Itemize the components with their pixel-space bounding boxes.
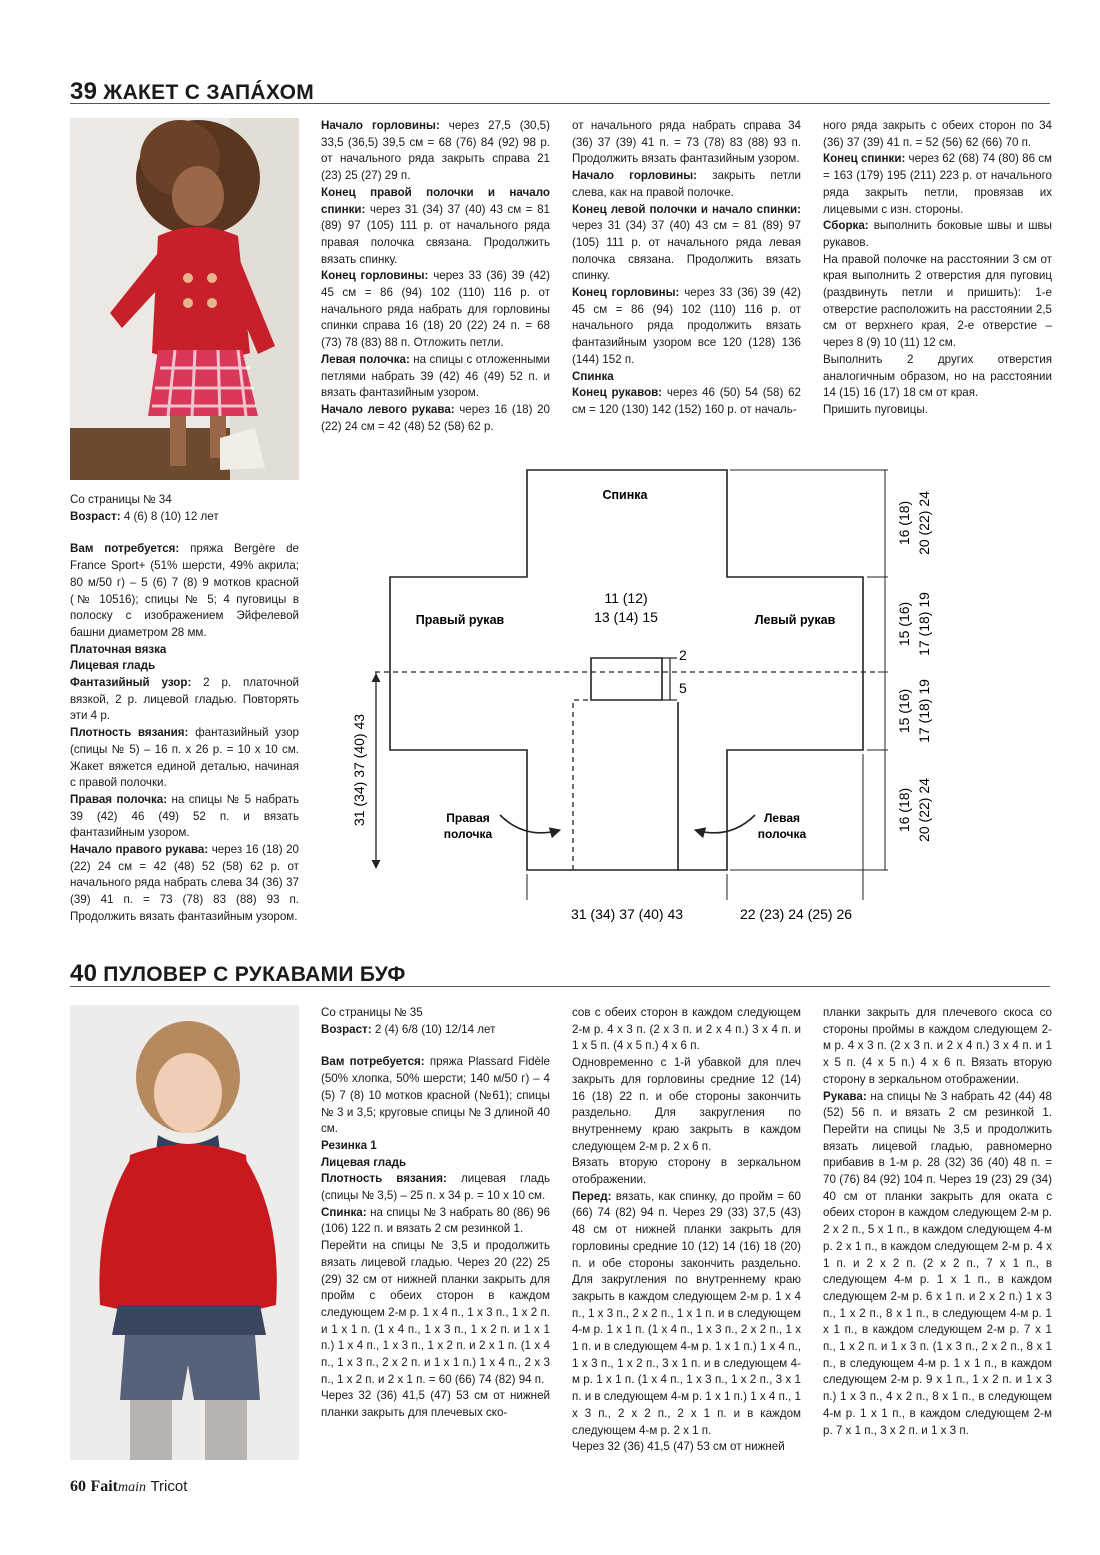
girl-red-pullover-photo: [70, 1005, 299, 1460]
section-title-text: ПУЛОВЕР С РУКАВАМИ БУФ: [103, 963, 406, 986]
paragraph: Конец правой полочки и начало спинки: через 31 (34) 37 (40) 43 см = 81 (89) 97 (105) 111 р. от начального ряда правая полочка связана. Продолжить вязать спинку.: [321, 185, 550, 266]
schematic-diagram: [340, 460, 1080, 930]
label-r-mid-1: 15 (16): [896, 601, 912, 647]
paragraph: Конец спинки: через 62 (68) 74 (80) 86 см = 163 (179) 195 (211) 223 р. от начального ряда закрыть петли, провязав их лицевыми с изн. стороны.: [823, 152, 1052, 216]
label-neck-depth-2: 5: [679, 680, 687, 696]
paragraph: Резинка 1: [321, 1138, 377, 1152]
girl-red-cardigan-photo: [70, 118, 299, 480]
label-left-front-1: Левая: [764, 811, 800, 825]
paragraph: Со страницы № 35: [321, 1006, 423, 1019]
paragraph: планки закрыть для плечевого скоса со стороны проймы в каждом следующем 2-м р. 4 х 3 п. (2 х 3 п. и 2 х 4 п.) 3 х 4 п. и 1 х 5 п. (4 х 5 п.) 4 х 6 п. Вязать вторую сторону в зеркальном отображении.: [823, 1006, 1052, 1086]
paragraph: Плотность вязания: фантазийный узор (спицы № 5) – 16 п. х 26 р. = 10 х 10 см. Жакет вяжется единой деталью, начиная с правой полочки.: [70, 726, 299, 790]
label-neck-width-2: 13 (14) 15: [594, 609, 658, 625]
paragraph: ного ряда закрыть с обеих сторон по 34 (36) 37 (39) 41 п. = 52 (56) 62 (66) 70 п.: [823, 119, 1052, 149]
page-footer: [70, 1478, 187, 1496]
label-r-mid2-2: 17 (18) 19: [916, 679, 932, 743]
neck-outline: [591, 658, 662, 700]
s39-col1: [70, 492, 299, 942]
label-right-front-1: Правая: [446, 811, 490, 825]
paragraph: Пришить пуговицы.: [823, 402, 928, 416]
arrow-left-front: [695, 815, 755, 833]
s39-col4: [823, 118, 1052, 448]
paragraph: Одновременно с 1-й убавкой для плеч закрыть для горловины средние 12 (14) 16 (18) 22 п. и обе стороны закончить раздельно. Для закругления по внутреннему краю закрыть в каждом следующем 2-м р. 2 х 6 п.: [572, 1056, 801, 1153]
paragraph: Платочная вязка: [70, 642, 167, 656]
paragraph: сов с обеих сторон в каждом следующем 2-м р. 4 х 3 п. (2 х 3 п. и 2 х 4 п.) 3 х 4 п. и 1 х 5 п. (4 х 5 п.) 4 х 6 п.: [572, 1006, 801, 1053]
paragraph: Спинка: на спицы № 3 набрать 80 (86) 96 (106) 122 п. и вязать 2 см резинкой 1.: [321, 1205, 550, 1236]
brand-fait: Fait: [90, 1478, 118, 1495]
paragraph: Начало горловины: через 27,5 (30,5) 33,5 (36,5) 39,5 см = 68 (76) 84 (92) 98 р. от начального ряда закрыть справа 21 (23) 25 (27) 29 п.: [321, 119, 550, 183]
paragraph: Фантазийный узор: 2 р. платочной вязкой, 2 р. лицевой гладью. Повторять эти 4 р.: [70, 676, 299, 723]
label-r-bot-1: 16 (18): [896, 787, 912, 833]
paragraph: Лицевая гладь: [321, 1155, 407, 1169]
label-r-top-1: 16 (18): [896, 500, 912, 546]
paragraph: Возраст: 4 (6) 8 (10) 12 лет: [70, 509, 219, 523]
brand-main: main: [118, 1480, 146, 1495]
label-height: 31 (34) 37 (40) 43: [351, 713, 367, 827]
paragraph: Через 32 (36) 41,5 (47) 53 см от нижней: [572, 1440, 785, 1454]
s40-col4: [823, 1005, 1052, 1465]
paragraph: Плотность вязания: лицевая гладь (спицы № 3,5) – 25 п. х 34 р. = 10 х 10 см.: [321, 1172, 550, 1203]
section-40-title: [70, 960, 406, 988]
paragraph: Рукава: на спицы № 3 набрать 42 (44) 48 (52) 56 п. и вязать 2 см резинкой 1. Перейти на спицы № 3,5 и продолжить вязать лицевой гладью, равномерно прибавив в 1-м р. 28 (32) 36 (40) 48 п. = 70 (76) 84 (92) 104 п. Через 19 (23) 29 (34) 40 см от планки закрыть для оката с обеих сторон в каждом следующем 2-м р. 2 х 2 п., 5 х 1 п., в каждом следующем 4-м р. 2 х 1 п., в каждом следующем 2-м р. 4 х 1 п. и 2 х 2 п. (2 х 2 п., 7 х 1 п., в следующем 4-м р. 1 х 1 п., в каждом следующем 2-м р. 6 х 1 п. и 2 х 2 п.) 1 х 3 п., 1 х 2 п., 8 х 1 п., в следующем 4-м р. 1 х 1 п., в каждом следующем 2-м р. 7 х 1 п., 1 х 2 п. и 1 х 3 п. (1 х 3 п., 2 х 2 п., 8 х 1 п., в следующем 4-м р. 1 х 1 п., в каждом следующем 2-м р. 9 х 1 п., 1 х 2 п. и 1 х 3 п.) 1 х 3 п., 4 х 2 п., 8 х 1 п., в следующем 4-м р. 1 х 1 п., в каждом следующем 2-м р. 7 х 1 п., 3 х 2 п. и 1 х 3 п.: [823, 1089, 1052, 1437]
paragraph: Выполнить 2 других отверстия аналогичным образом, но на расстоянии 14 (15) 16 (17) 18 см от края.: [823, 352, 1052, 400]
paragraph: Вам потребуется: пряжа Bergère de France Sport+ (51% шерсти, 49% акрила; 80 м/50 г) – 5 (6) 7 (8) 9 мотков красной (№ 10516); спицы № 5; 4 пуговицы в полоску с изображением Эйфелевой башни диаметром 28 мм.: [70, 542, 299, 639]
paragraph: Перед: вязать, как спинку, до пройм = 60 (66) 74 (82) 94 п. Через 29 (33) 37,5 (43) 48 см от нижней планки закрыть для горловины средние 10 (12) 14 (16) 18 (20) п. и обе стороны закончить раздельно. Для закругления по внутреннему краю закрыть в каждом следующем 2-м р. 1 х 4 п., 1 х 3 п., 2 х 2 п., 1 х 1 п. и в следующем 4-м р. 1 х 1 п. (1 х 4 п., 1 х 3 п., 2 х 2 п., 1 х 1 п. и в следующем 4-м р. 1 х 1 п.) 1 х 4 п., 1 х 3 п., 1 х 2 п., 3 х 1 п. и в следующем 4-м р. 1 х 1 п. (1 х 4 п., 1 х 3 п., 1 х 2 п., 3 х 1 п. и в следующем 4-м р. 1 х 1 п.) 1 х 4 п., 1 х 3 п., 2 х 2 п., 2 х 1 п. и в каждом следующем 4-м р. 2 х 1 п.: [572, 1189, 801, 1437]
section-title-text: ЖАКЕТ С ЗАПÁХОМ: [103, 81, 315, 104]
paragraph: Через 32 (36) 41,5 (47) 53 см от нижней планки закрыть для плечевых ско-: [321, 1389, 550, 1420]
section-39-title: [70, 78, 314, 106]
brand-tricot: Tricot: [150, 1478, 188, 1495]
label-r-bot-2: 20 (22) 24: [916, 778, 932, 842]
label-back: Спинка: [602, 488, 648, 502]
paragraph: Лицевая гладь: [70, 659, 156, 673]
label-left-front-2: полочка: [757, 827, 807, 841]
paragraph: Конец левой полочки и начало спинки: через 31 (34) 37 (40) 43 см = 81 (89) 97 (105) 111 р. от начального ряда левая полочка связана. Продолжить вязать спинку.: [572, 202, 801, 283]
section-number: 40: [70, 960, 98, 987]
label-right-sleeve: Правый рукав: [415, 613, 505, 627]
paragraph: Со страницы № 34: [70, 493, 172, 506]
label-r-mid2-1: 15 (16): [896, 688, 912, 734]
paragraph: Вам потребуется: пряжа Plassard Fidèle (50% хлопка, 50% шерсти; 140 м/50 г) – 4 (5) 7 (8) 10 мотков красной (№61); спицы № 3 и 3,5; круговые спицы № 3 длиной 40 см.: [321, 1055, 550, 1136]
paragraph: Перейти на спицы № 3,5 и продолжить вязать лицевой гладью. Через 20 (22) 25 (29) 32 см от нижней планки закрыть для пройм с обеих сторон в каждом следующем 2-м р. 1 х 4 п., 1 х 3 п., 1 х 2 п. и 1 х 1 п. (1 х 4 п., 1 х 3 п., 1 х 2 п. и 1 х 1 п.) 1 х 4 п., 1 х 3 п., 1 х 2 п. и 2 х 1 п. (1 х 4 п., 1 х 3 п., 2 х 2 п. и 1 х 1 п.) 1 х 4 п., 2 х 3 п., 1 х 2 п. и 2 х 1 п. = 60 (66) 74 (82) 94 п.: [321, 1239, 550, 1386]
paragraph: Начало левого рукава: через 16 (18) 20 (22) 24 см = 42 (48) 52 (58) 62 р.: [321, 402, 550, 433]
paragraph: Конец рукавов: через 46 (50) 54 (58) 62 см = 120 (130) 142 (152) 160 р. от началь-: [572, 386, 801, 416]
label-body-width: 31 (34) 37 (40) 43: [570, 906, 684, 922]
label-left-sleeve: Левый рукав: [754, 613, 836, 627]
paragraph: Сборка: выполнить боковые швы и швы рукавов.: [823, 219, 1052, 249]
section-number: 39: [70, 78, 98, 105]
garment-outline: [390, 470, 863, 870]
paragraph: Правая полочка: на спицы № 5 набрать 39 (42) 46 (49) 52 п. и вязать фантазийным узором.: [70, 792, 299, 840]
title-rule: [70, 986, 1050, 987]
paragraph: На правой полочке на расстоянии 3 см от края выполнить 2 отверстия для пуговиц (раздвинуть петли и пришить): 1-е отверстие расположить на расстоянии 2,5 см от верхнего края, 2-е отверстие – через 8 (9) 10 (11) 12 см.: [823, 252, 1052, 350]
paragraph: Возраст: 2 (4) 6/8 (10) 12/14 лет: [321, 1022, 496, 1036]
label-right-front-2: полочка: [443, 827, 493, 841]
s40-col3: [572, 1005, 801, 1465]
label-sleeve-width: 22 (23) 24 (25) 26: [739, 906, 853, 922]
paragraph: Вязать вторую сторону в зеркальном отображении.: [572, 1156, 801, 1187]
label-neck-depth-1: 2: [679, 647, 687, 663]
paragraph: от начального ряда набрать справа 34 (36) 37 (39) 41 п. = 73 (78) 83 (88) 93 п. Продолжить вязать фантазийным узором.: [572, 119, 801, 166]
paragraph: Конец горловины: через 33 (36) 39 (42) 45 см = 86 (94) 102 (110) 116 р. от начального ряда набрать для горловины спинки справа 16 (18) 20 (22) 24 п. = 68 (73) 78 (83) 88 п. Отложить петли.: [321, 269, 550, 350]
paragraph: Начало горловины: закрыть петли слева, как на правой полочке.: [572, 169, 801, 199]
page-number: 60: [70, 1478, 86, 1495]
paragraph: Спинка: [572, 369, 614, 383]
right-front-edge-dashed: [573, 700, 591, 870]
label-r-mid-2: 17 (18) 19: [916, 592, 932, 656]
label-r-top-2: 20 (22) 24: [916, 491, 932, 555]
s40-col2: [321, 1005, 550, 1465]
s39-col2: [321, 118, 550, 448]
s39-col3: [572, 118, 801, 448]
paragraph: Начало правого рукава: через 16 (18) 20 (22) 24 см = 42 (48) 52 (58) 62 р. от начального ряда набрать слева 34 (36) 37 (39) 41 п. = 73 (78) 83 (88) 93 п. Продолжить вязать фантазийным узором.: [70, 843, 299, 923]
title-rule: [70, 103, 1050, 104]
label-neck-width-1: 11 (12): [604, 590, 648, 606]
paragraph: Левая полочка: на спицы с отложенными петлями набрать 39 (42) 46 (49) 52 п. и вязать фантазийным узором.: [321, 352, 550, 400]
paragraph: Конец горловины: через 33 (36) 39 (42) 45 см = 86 (94) 102 (110) 116 р. от начального ряда продолжить вязать фантазийным узором все 120 (128) 136 (144) 152 п.: [572, 286, 801, 366]
arrow-right-front: [500, 815, 560, 833]
